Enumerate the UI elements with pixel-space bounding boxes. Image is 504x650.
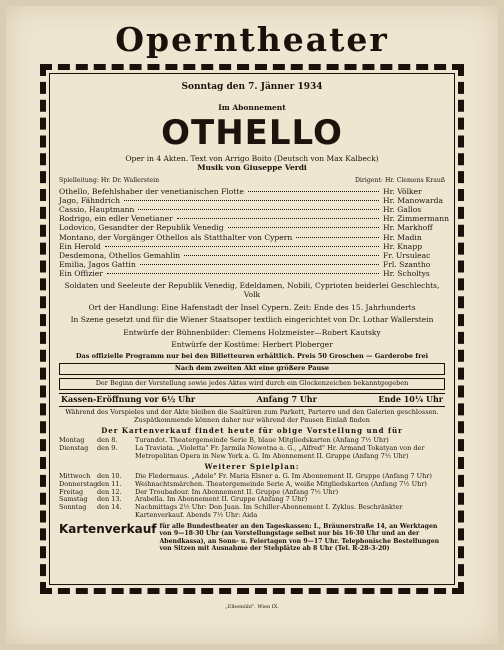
cast-list: [59, 186, 449, 278]
cast-row: [59, 205, 445, 214]
cast-role: Rodrigo, ein edler Venetianer: [59, 214, 173, 224]
schedule-text: Nachmittags 2½ Uhr: Don Juan. Im Schiller-Abonnement I. Zyklus. Beschränkter Kartenverkauf. Abends 7½ Uhr: Aida: [135, 503, 403, 520]
schedule-day: Mittwoch: [59, 472, 91, 481]
leader-dots: [184, 255, 379, 256]
performance-date: Sonntag den 7. Jänner 1934: [181, 82, 323, 92]
cast-actor: Fr. Ursuleac: [383, 250, 431, 260]
theater-name: Operntheater: [115, 20, 389, 59]
ticket-sale-label: Kartenverkauf: [59, 521, 157, 536]
schedule-day: Dienstag: [59, 443, 89, 452]
schedule-date: den 8.: [97, 436, 118, 445]
cast-actor: Hr. Knapp: [383, 241, 423, 251]
schedule-today: [59, 437, 445, 460]
cast-actor: Hr. Gallos: [383, 205, 422, 215]
schedule-text: La Traviata. „Violetta" Fr. Jarmila Nowotna a. G., „Alfred" Hr. Armand Tokatyan von der Metropolitan Opera in New York a. G. Im Abonnement II. Gruppe (Anfang 7½ Uhr): [135, 443, 425, 460]
abonnement-note: Im Abonnement: [218, 102, 286, 112]
pause-note: Nach dem zweiten Akt eine größere Pause: [59, 363, 445, 375]
playbill-sheet: [6, 6, 498, 644]
schedule-date: den 14.: [97, 503, 122, 512]
cast-row: [59, 223, 445, 232]
cast-row: [59, 269, 445, 278]
cast-row: [59, 187, 445, 196]
cast-role: Cassio, Hauptmann: [59, 205, 135, 215]
playbill-content: [49, 73, 455, 585]
conductor: Dirigent: Hr. Clemens Krauß: [354, 177, 445, 185]
box-office-time: Kassen-Eröffnung vor 6½ Uhr: [61, 394, 196, 405]
staging-note: In Szene gesetzt und für die Wiener Staatsoper textlich eingerichtet von Dr. Lothar Wallerstein: [70, 315, 434, 325]
direction-line: [59, 177, 445, 185]
cast-actor: Hr. Völker: [383, 186, 422, 196]
opera-subtitle: Oper in 4 Akten. Text von Arrigo Boito (Deutsch von Max Kalbeck): [125, 154, 379, 164]
leader-dots: [124, 200, 379, 201]
cast-actor: Hr. Manowarda: [383, 196, 444, 206]
schedule-date: den 12.: [97, 487, 122, 496]
cast-actor: Hr. Zimmermann: [383, 214, 449, 224]
printer-mark: „Elbemühl". Wien IX.: [225, 604, 279, 610]
costumes-note: Entwürfe der Kostüme: Herbert Ploberger: [171, 339, 333, 349]
schedule-text: Weihnachtsmärchen. Theatergemeinde Serie A, weiße Mitgliedskarten (Anfang 7½ Uhr): [135, 479, 427, 488]
leader-dots: [296, 237, 379, 238]
leader-dots: [248, 191, 379, 192]
composer-line: Musik von Giuseppe Verdi: [197, 163, 307, 173]
cast-actor: Hr. Madin: [383, 232, 422, 242]
schedule-text: Arabella. Im Abonnement II. Gruppe (Anfang 7 Uhr): [135, 495, 308, 504]
schedule-further: [59, 473, 445, 520]
leader-dots: [140, 264, 379, 265]
ticket-sale-box: [59, 523, 445, 553]
cast-role: Montano, der Vorgänger Othellos als Statthalter von Cypern: [59, 232, 293, 242]
cast-row: [59, 242, 445, 251]
schedule-date: den 9.: [97, 443, 118, 452]
cast-role: Othello, Befehlshaber der venetianischen Flotte: [59, 186, 244, 196]
schedule-text: Turandot. Theatergemeinde Serie B, blaue Mitgliedskarten (Anfang 7½ Uhr): [135, 436, 389, 445]
leader-dots: [105, 246, 379, 247]
end-time: Ende 10¼ Uhr: [378, 394, 443, 405]
cast-row: [59, 196, 445, 205]
times-row: [59, 393, 445, 407]
bell-note: Der Beginn der Vorstellung sowie jedes Aktes wird durch ein Glockenzeichen bekanntgegeben: [59, 378, 445, 390]
cast-role: Ein Herold: [59, 241, 101, 251]
cast-actor: Hr. Markhoff: [383, 223, 433, 233]
cast-row: [59, 260, 445, 269]
leader-dots: [228, 227, 379, 228]
ticket-sale-heading: Der Kartenverkauf findet heute für obige Vorstellung und für: [101, 425, 403, 435]
program-note: Das offizielle Programm nur bei den Billetteuren erhältlich. Preis 50 Groschen — Garderobe frei: [75, 352, 429, 361]
opera-title: OTHELLO: [161, 113, 343, 154]
chorus-note: Soldaten und Seeleute der Republik Venedig, Edeldamen, Nobili, Cyprioten beiderlei Geschlechts, Volk: [64, 281, 440, 300]
schedule-row: [59, 445, 445, 461]
sets-note: Entwürfe der Bühnenbilder: Clemens Holzmeister—Robert Kautsky: [123, 327, 381, 337]
cast-actor: Hr. Scholtys: [383, 268, 430, 278]
leader-dots: [177, 218, 379, 219]
cast-role: Desdemona, Othellos Gemahlin: [59, 250, 181, 260]
schedule-row: [59, 504, 445, 520]
schedule-date: den 11.: [97, 479, 122, 488]
decorative-frame: [40, 64, 464, 594]
cast-role: Ein Offizier: [59, 268, 103, 278]
schedule-day: Samstag: [59, 495, 88, 504]
leader-dots: [107, 273, 379, 274]
further-schedule-heading: Weiterer Spielplan:: [204, 461, 300, 471]
schedule-day: Sonntag: [59, 503, 87, 512]
cast-role: Emilia, Jagos Gattin: [59, 259, 136, 269]
cast-role: Jago, Fähndrich: [59, 196, 120, 206]
cast-actor: Frl. Szantho: [383, 259, 431, 269]
schedule-text: Die Fledermaus. „Adele" Fr. Maria Elsner a. G. Im Abonnement II. Gruppe (Anfang 7 Uhr): [135, 472, 432, 481]
ticket-sale-text: für alle Bundestheater an den Tageskassen: I., Bräunerstraße 14, an Werktagen von 9—18·30 Uhr (an Vorstellungstage selbst nur bis 16·30 Uhr und an der Abendkassa), an Sonn- u. Feiertagen von 9—17 Uhr. Telephonische Bestellungen von Sitzen mit Ausnahme der Stehplätze ab 8 Uhr (Tel. R-28-3-20): [159, 522, 440, 553]
setting-note: Ort der Handlung: Eine Hafenstadt der Insel Cypern. Zeit: Ende des 15. Jahrhunderts: [88, 302, 416, 312]
cast-row: [59, 233, 445, 242]
schedule-day: Freitag: [59, 487, 84, 496]
latecomers-note: Während des Vorspieles und der Akte bleiben die Saaltüren zum Parkett, Parterre und den Galerien geschlossen. Zuspätkommende können daher nur während der Pausen Einlaß finden: [65, 408, 439, 424]
schedule-day: Donnerstag: [59, 479, 98, 488]
schedule-text: Der Troubadour. Im Abonnement II. Gruppe (Anfang 7½ Uhr): [135, 487, 339, 496]
schedule-date: den 10.: [97, 472, 122, 481]
stage-director: Spielleitung: Hr. Dr. Wallerstein: [59, 177, 160, 185]
start-time: Anfang 7 Uhr: [256, 394, 317, 405]
schedule-day: Montag: [59, 436, 85, 445]
cast-row: [59, 251, 445, 260]
cast-row: [59, 214, 449, 224]
leader-dots: [138, 209, 379, 210]
cast-role: Lodovico, Gesandter der Republik Venedig: [59, 223, 224, 233]
schedule-date: den 13.: [97, 495, 122, 504]
